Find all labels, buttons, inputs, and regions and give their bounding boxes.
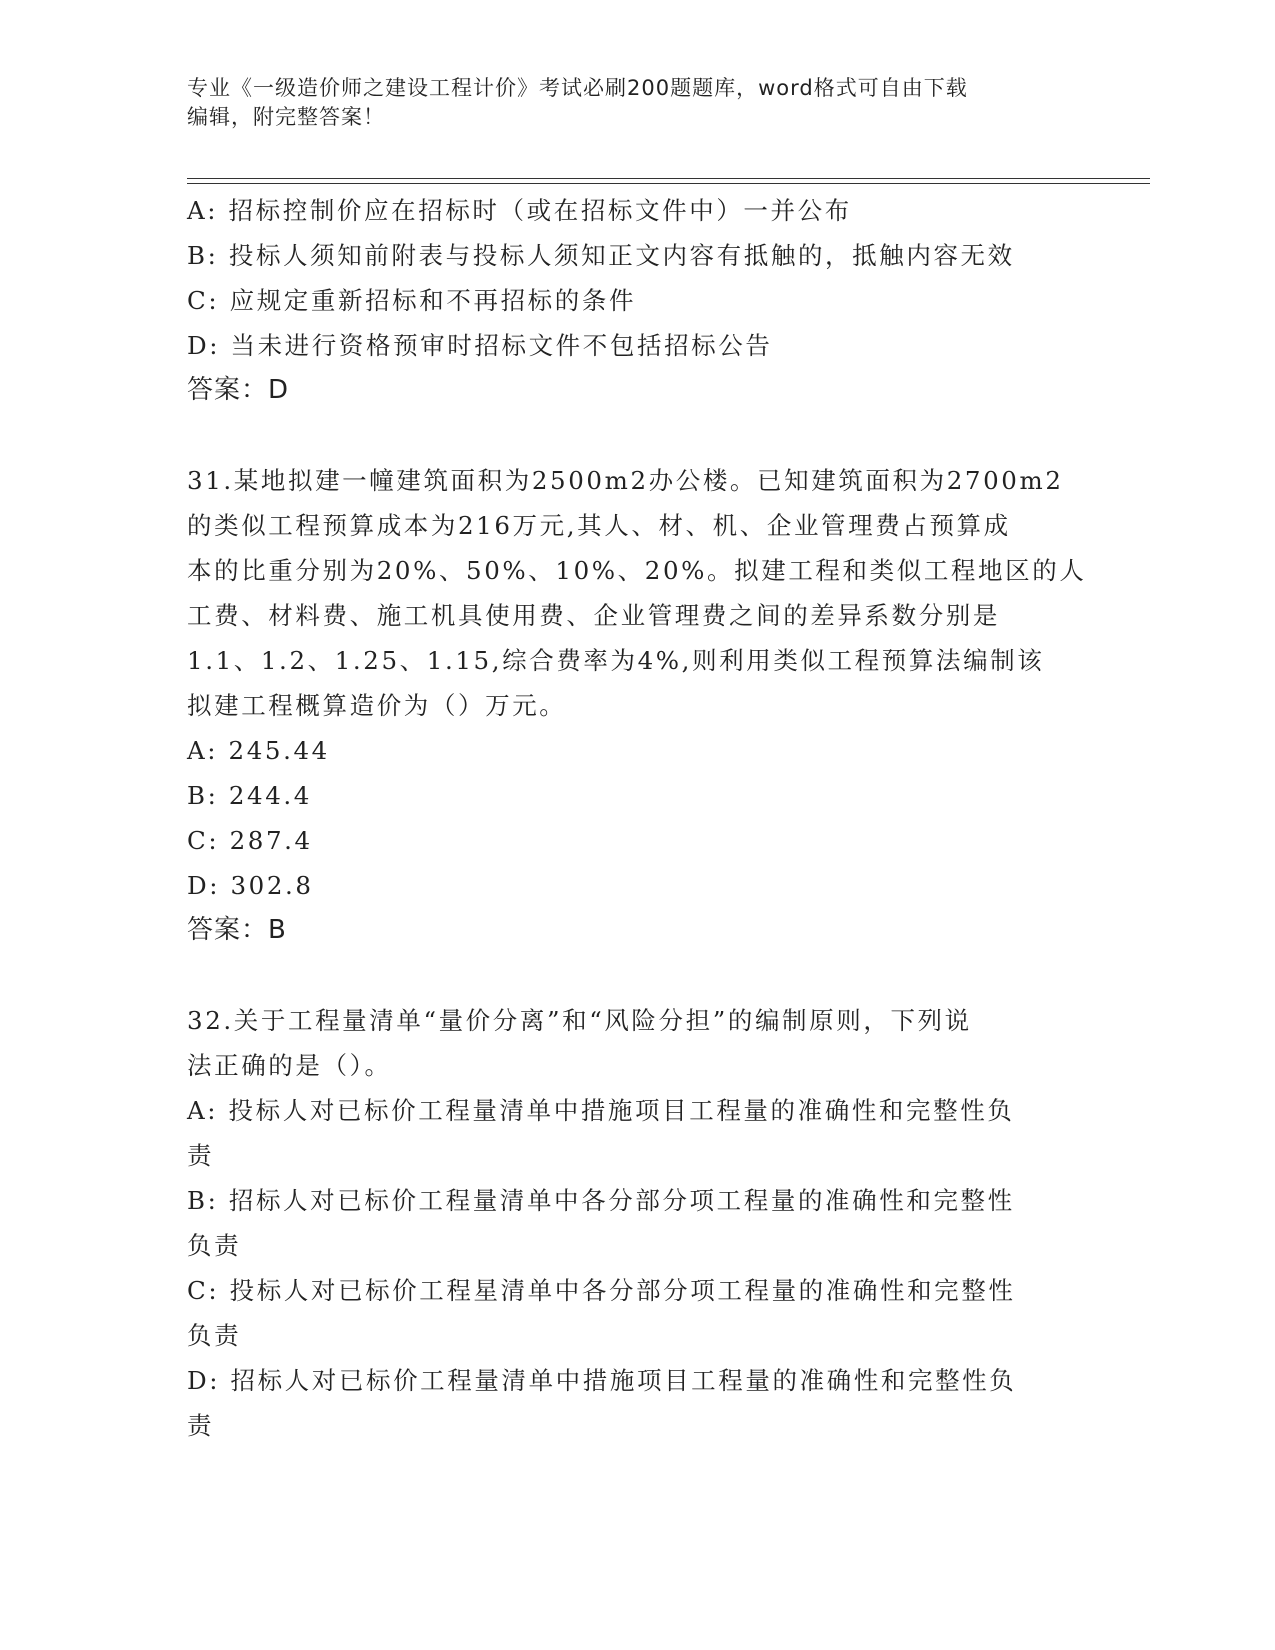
- q31-stem-line: 1.1、1.2、1.25、1.15,综合费率为4%,则利用类似工程预算法编制该: [187, 646, 1045, 675]
- spacer: [187, 413, 1087, 458]
- header-divider-top: [187, 178, 1150, 179]
- q30-answer: 答案：D: [187, 375, 290, 405]
- q31-stem-line: 拟建工程概算造价为（）万元。: [187, 691, 567, 720]
- q32-option-a: A: 投标人对已标价工程量清单中措施项目工程量的准确性和完整性负: [187, 1096, 1015, 1125]
- q31-stem-line: 的类似工程预算成本为216万元,其人、材、机、企业管理费占预算成: [187, 511, 1011, 540]
- q30-option-b: B: 投标人须知前附表与投标人须知正文内容有抵触的，抵触内容无效: [187, 241, 1015, 270]
- question-30: [187, 188, 1087, 413]
- header-title-line-2: 编辑，附完整答案！: [187, 105, 385, 129]
- q32-stem-line: 32.关于工程量清单“量价分离”和“风险分担”的编制原则，下列说: [187, 1006, 972, 1035]
- q30-option-d: D: 当未进行资格预审时招标文件不包括招标公告: [187, 331, 773, 360]
- q32-option-a-continued: 责: [187, 1141, 215, 1170]
- q32-option-d: D: 招标人对已标价工程量清单中措施项目工程量的准确性和完整性负: [187, 1366, 1017, 1395]
- header-title-line-1: 专业《一级造价师之建设工程计价》考试必刷200题题库，word格式可自由下载: [187, 76, 968, 100]
- q31-answer: 答案：B: [187, 915, 287, 945]
- q32-stem-line: 法正确的是（）。: [187, 1051, 392, 1080]
- q32-option-c-continued: 负责: [187, 1321, 242, 1350]
- q32-option-b-continued: 负责: [187, 1231, 242, 1260]
- document-body: [187, 188, 1087, 1448]
- header-divider-bottom: [187, 183, 1150, 184]
- q31-option-a: A: 245.44: [187, 736, 330, 765]
- q32-option-d-continued: 责: [187, 1411, 215, 1440]
- q31-stem-line: 工费、材料费、施工机具使用费、企业管理费之间的差异系数分别是: [187, 601, 1000, 630]
- q31-stem-line: 31.某地拟建一幢建筑面积为2500m2办公楼。已知建筑面积为2700m2: [187, 466, 1064, 495]
- q30-option-c: C: 应规定重新招标和不再招标的条件: [187, 286, 637, 315]
- q30-option-a: A: 招标控制价应在招标时（或在招标文件中）一并公布: [187, 196, 852, 225]
- spacer: [187, 953, 1087, 998]
- q32-option-c: C: 投标人对已标价工程星清单中各分部分项工程量的准确性和完整性: [187, 1276, 1016, 1305]
- question-31: [187, 458, 1087, 953]
- q31-option-d: D: 302.8: [187, 871, 314, 900]
- question-32: [187, 998, 1087, 1448]
- q31-option-b: B: 244.4: [187, 781, 312, 810]
- q31-option-c: C: 287.4: [187, 826, 313, 855]
- q31-stem-line: 本的比重分别为20%、50%、10%、20%。拟建工程和类似工程地区的人: [187, 556, 1087, 585]
- document-header: [187, 74, 1067, 132]
- q32-option-b: B: 招标人对已标价工程量清单中各分部分项工程量的准确性和完整性: [187, 1186, 1015, 1215]
